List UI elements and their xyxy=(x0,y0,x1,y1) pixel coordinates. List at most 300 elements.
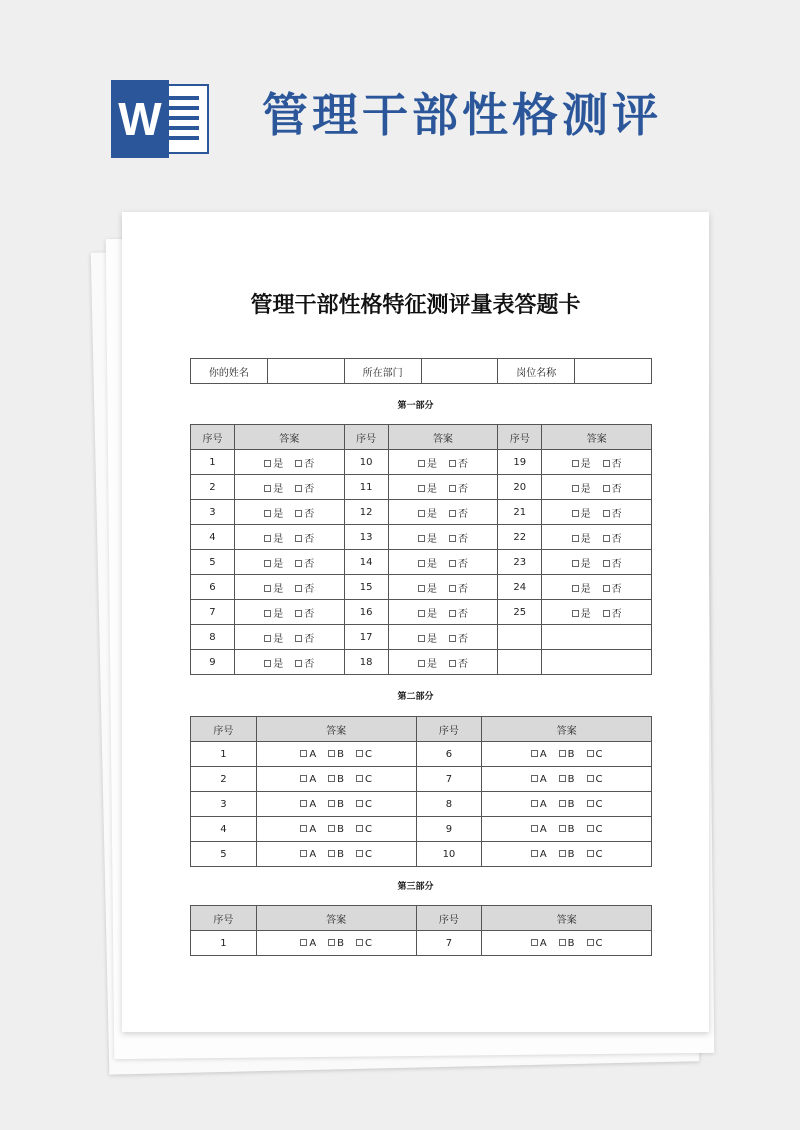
option-label: B xyxy=(567,798,575,810)
option-label: 是 xyxy=(273,633,284,645)
answer-option[interactable] xyxy=(572,580,591,595)
answer-option[interactable] xyxy=(603,555,622,570)
answer-option[interactable] xyxy=(300,824,316,835)
option-label: 否 xyxy=(304,458,315,470)
checkbox-icon[interactable] xyxy=(264,460,271,467)
answer-cell[interactable] xyxy=(234,600,344,625)
name-field[interactable] xyxy=(267,359,344,384)
checkbox-icon[interactable] xyxy=(264,660,271,667)
answer-option[interactable] xyxy=(295,580,314,595)
checkbox-icon[interactable] xyxy=(328,939,335,946)
checkbox-icon[interactable] xyxy=(295,535,302,542)
question-number: 5 xyxy=(191,842,257,867)
answer-option[interactable] xyxy=(587,849,603,860)
answer-option[interactable] xyxy=(531,849,547,860)
checkbox-icon[interactable] xyxy=(295,485,302,492)
checkbox-icon[interactable] xyxy=(264,535,271,542)
checkbox-icon[interactable] xyxy=(559,939,566,946)
answer-cell[interactable] xyxy=(482,817,652,842)
option-label: A xyxy=(309,798,317,810)
answer-option[interactable] xyxy=(572,530,591,545)
header-answer: 答案 xyxy=(256,906,416,931)
answer-option[interactable] xyxy=(559,774,575,785)
department-field[interactable] xyxy=(421,359,498,384)
answer-option[interactable] xyxy=(328,749,344,760)
part2-label: 第二部分 xyxy=(397,692,434,702)
checkbox-icon[interactable] xyxy=(300,850,307,857)
option-label: B xyxy=(337,773,345,785)
header-answer: 答案 xyxy=(482,906,652,931)
answer-option[interactable] xyxy=(603,605,622,620)
answer-option[interactable] xyxy=(531,938,547,949)
checkbox-icon[interactable] xyxy=(531,750,538,757)
answer-option[interactable] xyxy=(418,655,437,670)
checkbox-icon[interactable] xyxy=(559,750,566,757)
answer-cell[interactable] xyxy=(234,475,344,500)
answer-option[interactable] xyxy=(295,505,314,520)
answer-cell[interactable] xyxy=(542,575,652,600)
option-label: 否 xyxy=(304,633,315,645)
option-label: C xyxy=(595,773,603,785)
checkbox-icon[interactable] xyxy=(295,510,302,517)
checkbox-icon[interactable] xyxy=(449,460,456,467)
answer-option[interactable] xyxy=(356,849,372,860)
option-label: 否 xyxy=(457,533,468,545)
checkbox-icon[interactable] xyxy=(328,750,335,757)
checkbox-icon[interactable] xyxy=(328,850,335,857)
checkbox-icon[interactable] xyxy=(531,939,538,946)
answer-option[interactable] xyxy=(418,480,437,495)
answer-option[interactable] xyxy=(295,530,314,545)
checkbox-icon[interactable] xyxy=(295,635,302,642)
checkbox-icon[interactable] xyxy=(531,775,538,782)
checkbox-icon[interactable] xyxy=(295,560,302,567)
header-answer: 答案 xyxy=(256,717,416,742)
question-number: 8 xyxy=(416,792,482,817)
answer-option[interactable] xyxy=(449,605,468,620)
answer-option[interactable] xyxy=(449,455,468,470)
question-number: 2 xyxy=(191,767,257,792)
part2-table xyxy=(190,716,652,867)
question-number: 7 xyxy=(191,600,235,625)
header-number: 序号 xyxy=(498,425,542,450)
checkbox-icon[interactable] xyxy=(356,825,363,832)
question-number: 21 xyxy=(498,500,542,525)
checkbox-icon[interactable] xyxy=(587,750,594,757)
answer-cell[interactable] xyxy=(234,575,344,600)
option-label: A xyxy=(539,748,547,760)
answer-cell[interactable] xyxy=(256,817,416,842)
checkbox-icon[interactable] xyxy=(603,460,610,467)
answer-cell[interactable] xyxy=(542,525,652,550)
answer-option[interactable] xyxy=(449,480,468,495)
checkbox-icon[interactable] xyxy=(603,485,610,492)
table-row xyxy=(191,550,652,575)
checkbox-icon[interactable] xyxy=(603,560,610,567)
option-label: 是 xyxy=(426,608,437,620)
answer-option[interactable] xyxy=(264,605,283,620)
answer-option[interactable] xyxy=(603,505,622,520)
answer-cell[interactable] xyxy=(234,625,344,650)
answer-option[interactable] xyxy=(328,938,344,949)
checkbox-icon[interactable] xyxy=(449,485,456,492)
answer-cell[interactable] xyxy=(388,600,498,625)
answer-option[interactable] xyxy=(559,799,575,810)
table-header-row xyxy=(191,906,652,931)
option-label: B xyxy=(567,823,575,835)
option-label: 是 xyxy=(580,583,591,595)
answer-option[interactable] xyxy=(418,505,437,520)
answer-cell[interactable] xyxy=(388,500,498,525)
table-row xyxy=(191,500,652,525)
option-label: 是 xyxy=(426,583,437,595)
option-label: C xyxy=(365,748,373,760)
answer-option[interactable] xyxy=(418,580,437,595)
checkbox-icon[interactable] xyxy=(300,750,307,757)
answer-cell[interactable] xyxy=(256,842,416,867)
answer-cell[interactable] xyxy=(542,450,652,475)
checkbox-icon[interactable] xyxy=(449,510,456,517)
answer-option[interactable] xyxy=(603,580,622,595)
checkbox-icon[interactable] xyxy=(300,825,307,832)
option-label: C xyxy=(365,937,373,949)
checkbox-icon[interactable] xyxy=(531,850,538,857)
answer-cell[interactable] xyxy=(256,767,416,792)
table-row xyxy=(191,767,652,792)
table-row xyxy=(191,742,652,767)
checkbox-icon[interactable] xyxy=(449,560,456,567)
answer-option[interactable] xyxy=(264,505,283,520)
checkbox-icon[interactable] xyxy=(418,560,425,567)
checkbox-icon[interactable] xyxy=(264,510,271,517)
answer-option[interactable] xyxy=(295,655,314,670)
personal-info-table xyxy=(190,358,652,384)
answer-cell[interactable] xyxy=(388,650,498,675)
checkbox-icon[interactable] xyxy=(559,775,566,782)
answer-option[interactable] xyxy=(295,630,314,645)
answer-option[interactable] xyxy=(449,555,468,570)
question-number: 6 xyxy=(416,742,482,767)
answer-cell[interactable] xyxy=(234,550,344,575)
checkbox-icon[interactable] xyxy=(418,485,425,492)
table-row xyxy=(191,817,652,842)
checkbox-icon[interactable] xyxy=(587,775,594,782)
option-label: A xyxy=(309,823,317,835)
table-row xyxy=(191,475,652,500)
checkbox-icon[interactable] xyxy=(418,510,425,517)
checkbox-icon[interactable] xyxy=(418,610,425,617)
option-label: 是 xyxy=(426,458,437,470)
answer-option[interactable] xyxy=(300,749,316,760)
option-label: A xyxy=(539,773,547,785)
checkbox-icon[interactable] xyxy=(587,800,594,807)
checkbox-icon[interactable] xyxy=(300,939,307,946)
option-label: 是 xyxy=(273,483,284,495)
checkbox-icon[interactable] xyxy=(572,510,579,517)
question-number: 7 xyxy=(416,931,482,956)
position-field[interactable] xyxy=(575,359,652,384)
question-number: 10 xyxy=(416,842,482,867)
checkbox-icon[interactable] xyxy=(587,825,594,832)
question-number: 12 xyxy=(344,500,388,525)
answer-option[interactable] xyxy=(418,555,437,570)
answer-option[interactable] xyxy=(328,824,344,835)
answer-option[interactable] xyxy=(356,749,372,760)
question-number xyxy=(498,625,542,650)
answer-option[interactable] xyxy=(264,655,283,670)
answer-option[interactable] xyxy=(572,455,591,470)
answer-option[interactable] xyxy=(356,774,372,785)
checkbox-icon[interactable] xyxy=(418,460,425,467)
answer-option[interactable] xyxy=(572,555,591,570)
answer-option[interactable] xyxy=(418,630,437,645)
answer-option[interactable] xyxy=(587,799,603,810)
checkbox-icon[interactable] xyxy=(300,800,307,807)
answer-cell[interactable] xyxy=(542,475,652,500)
answer-cell[interactable] xyxy=(234,500,344,525)
question-number: 11 xyxy=(344,475,388,500)
checkbox-icon[interactable] xyxy=(559,850,566,857)
checkbox-icon[interactable] xyxy=(531,825,538,832)
checkbox-icon[interactable] xyxy=(449,660,456,667)
answer-option[interactable] xyxy=(603,455,622,470)
answer-cell[interactable] xyxy=(256,792,416,817)
checkbox-icon[interactable] xyxy=(572,460,579,467)
checkbox-icon[interactable] xyxy=(559,800,566,807)
option-label: 否 xyxy=(304,508,315,520)
answer-option[interactable] xyxy=(264,555,283,570)
option-label: 否 xyxy=(611,608,622,620)
checkbox-icon[interactable] xyxy=(356,939,363,946)
answer-option[interactable] xyxy=(356,799,372,810)
checkbox-icon[interactable] xyxy=(264,610,271,617)
answer-sheet-page xyxy=(122,212,709,1032)
checkbox-icon[interactable] xyxy=(587,939,594,946)
checkbox-icon[interactable] xyxy=(572,535,579,542)
answer-option[interactable] xyxy=(264,580,283,595)
checkbox-icon[interactable] xyxy=(603,610,610,617)
question-number: 25 xyxy=(498,600,542,625)
checkbox-icon[interactable] xyxy=(264,585,271,592)
answer-option[interactable] xyxy=(418,530,437,545)
checkbox-icon[interactable] xyxy=(328,775,335,782)
checkbox-icon[interactable] xyxy=(418,635,425,642)
option-label: A xyxy=(309,773,317,785)
question-number: 10 xyxy=(344,450,388,475)
answer-option[interactable] xyxy=(356,824,372,835)
header-number: 序号 xyxy=(416,717,482,742)
answer-cell[interactable] xyxy=(388,575,498,600)
option-label: 是 xyxy=(426,658,437,670)
answer-cell[interactable] xyxy=(388,450,498,475)
answer-option[interactable] xyxy=(587,749,603,760)
answer-cell[interactable] xyxy=(542,500,652,525)
answer-option[interactable] xyxy=(603,480,622,495)
answer-option[interactable] xyxy=(328,774,344,785)
checkbox-icon[interactable] xyxy=(449,635,456,642)
option-label: 否 xyxy=(611,508,622,520)
answer-option[interactable] xyxy=(328,799,344,810)
checkbox-icon[interactable] xyxy=(418,535,425,542)
answer-cell[interactable] xyxy=(388,550,498,575)
answer-option[interactable] xyxy=(300,938,316,949)
question-number: 14 xyxy=(344,550,388,575)
answer-option[interactable] xyxy=(295,455,314,470)
answer-option[interactable] xyxy=(356,938,372,949)
answer-cell[interactable] xyxy=(234,650,344,675)
answer-option[interactable] xyxy=(531,824,547,835)
table-row xyxy=(191,931,652,956)
checkbox-icon[interactable] xyxy=(356,800,363,807)
question-number: 23 xyxy=(498,550,542,575)
option-label: 是 xyxy=(426,533,437,545)
answer-option[interactable] xyxy=(418,455,437,470)
option-label: 是 xyxy=(273,583,284,595)
checkbox-icon[interactable] xyxy=(295,610,302,617)
answer-option[interactable] xyxy=(559,938,575,949)
option-label: B xyxy=(337,748,345,760)
question-number: 4 xyxy=(191,817,257,842)
option-label: 否 xyxy=(457,483,468,495)
answer-cell[interactable] xyxy=(256,931,416,956)
option-label: 否 xyxy=(457,583,468,595)
answer-cell[interactable] xyxy=(482,792,652,817)
answer-cell[interactable] xyxy=(482,767,652,792)
answer-option[interactable] xyxy=(264,480,283,495)
answer-option[interactable] xyxy=(449,655,468,670)
answer-option[interactable] xyxy=(264,455,283,470)
answer-option[interactable] xyxy=(449,505,468,520)
answer-cell[interactable] xyxy=(388,625,498,650)
answer-option[interactable] xyxy=(295,480,314,495)
table-header-row xyxy=(191,425,652,450)
answer-option[interactable] xyxy=(300,799,316,810)
checkbox-icon[interactable] xyxy=(295,460,302,467)
answer-cell[interactable] xyxy=(482,742,652,767)
checkbox-icon[interactable] xyxy=(418,660,425,667)
checkbox-icon[interactable] xyxy=(356,850,363,857)
answer-option[interactable] xyxy=(587,774,603,785)
answer-option[interactable] xyxy=(572,605,591,620)
header-number: 序号 xyxy=(191,717,257,742)
answer-cell[interactable] xyxy=(256,742,416,767)
checkbox-icon[interactable] xyxy=(603,535,610,542)
checkbox-icon[interactable] xyxy=(603,510,610,517)
answer-option[interactable] xyxy=(300,774,316,785)
checkbox-icon[interactable] xyxy=(449,535,456,542)
checkbox-icon[interactable] xyxy=(300,775,307,782)
answer-option[interactable] xyxy=(295,555,314,570)
answer-option[interactable] xyxy=(264,630,283,645)
answer-option[interactable] xyxy=(264,530,283,545)
answer-option[interactable] xyxy=(418,605,437,620)
answer-option[interactable] xyxy=(587,824,603,835)
table-row xyxy=(191,625,652,650)
option-label: 否 xyxy=(457,658,468,670)
checkbox-icon[interactable] xyxy=(603,585,610,592)
option-label: A xyxy=(539,823,547,835)
checkbox-icon[interactable] xyxy=(264,560,271,567)
answer-cell[interactable] xyxy=(388,475,498,500)
checkbox-icon[interactable] xyxy=(418,585,425,592)
table-row xyxy=(191,792,652,817)
answer-cell[interactable] xyxy=(388,525,498,550)
question-number: 6 xyxy=(191,575,235,600)
question-number: 5 xyxy=(191,550,235,575)
checkbox-icon[interactable] xyxy=(559,825,566,832)
table-row xyxy=(191,650,652,675)
checkbox-icon[interactable] xyxy=(572,585,579,592)
option-label: 是 xyxy=(426,483,437,495)
checkbox-icon[interactable] xyxy=(328,825,335,832)
table-header-row xyxy=(191,717,652,742)
option-label: 否 xyxy=(611,558,622,570)
question-number xyxy=(498,650,542,675)
answer-cell[interactable] xyxy=(482,931,652,956)
answer-option[interactable] xyxy=(559,749,575,760)
option-label: A xyxy=(309,937,317,949)
answer-cell[interactable] xyxy=(542,550,652,575)
checkbox-icon[interactable] xyxy=(572,610,579,617)
answer-option[interactable] xyxy=(603,530,622,545)
answer-option[interactable] xyxy=(531,749,547,760)
checkbox-icon[interactable] xyxy=(449,585,456,592)
option-label: C xyxy=(595,748,603,760)
answer-option[interactable] xyxy=(572,505,591,520)
answer-option[interactable] xyxy=(559,849,575,860)
checkbox-icon[interactable] xyxy=(328,800,335,807)
answer-option[interactable] xyxy=(300,849,316,860)
answer-option[interactable] xyxy=(449,580,468,595)
answer-option[interactable] xyxy=(559,824,575,835)
part1-label: 第一部分 xyxy=(397,401,434,411)
answer-option[interactable] xyxy=(587,938,603,949)
checkbox-icon[interactable] xyxy=(531,800,538,807)
answer-cell[interactable] xyxy=(234,450,344,475)
answer-option[interactable] xyxy=(449,630,468,645)
checkbox-icon[interactable] xyxy=(356,750,363,757)
checkbox-icon[interactable] xyxy=(572,560,579,567)
answer-option[interactable] xyxy=(531,774,547,785)
question-number: 18 xyxy=(344,650,388,675)
answer-option[interactable] xyxy=(295,605,314,620)
option-label: 是 xyxy=(426,633,437,645)
option-label: 是 xyxy=(273,533,284,545)
checkbox-icon[interactable] xyxy=(264,635,271,642)
checkbox-icon[interactable] xyxy=(295,585,302,592)
answer-cell[interactable] xyxy=(482,842,652,867)
answer-cell[interactable] xyxy=(542,600,652,625)
option-label: B xyxy=(567,937,575,949)
answer-cell[interactable] xyxy=(234,525,344,550)
option-label: A xyxy=(309,748,317,760)
answer-option[interactable] xyxy=(572,480,591,495)
option-label: A xyxy=(309,848,317,860)
answer-option[interactable] xyxy=(328,849,344,860)
checkbox-icon[interactable] xyxy=(264,485,271,492)
checkbox-icon[interactable] xyxy=(587,850,594,857)
question-number: 15 xyxy=(344,575,388,600)
option-label: A xyxy=(539,937,547,949)
header-number: 序号 xyxy=(416,906,482,931)
checkbox-icon[interactable] xyxy=(356,775,363,782)
checkbox-icon[interactable] xyxy=(572,485,579,492)
checkbox-icon[interactable] xyxy=(449,610,456,617)
answer-option[interactable] xyxy=(449,530,468,545)
header-answer: 答案 xyxy=(482,717,652,742)
answer-option[interactable] xyxy=(531,799,547,810)
checkbox-icon[interactable] xyxy=(295,660,302,667)
